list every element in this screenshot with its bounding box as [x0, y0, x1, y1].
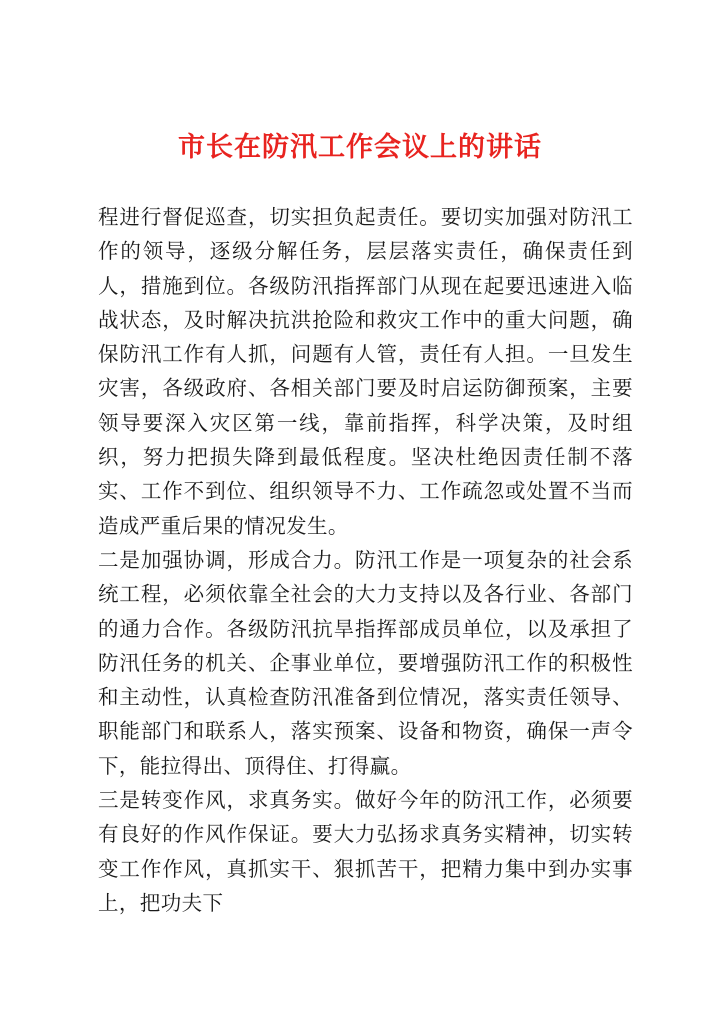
paragraph-responsibility: 程进行督促巡查，切实担负起责任。要切实加强对防汛工作的领导，逐级分解任务，层层落实责任，确保责任到人，措施到位。各级防汛指挥部门从现在起要迅速进入临战状态，及时解决抗洪抢险和救灾工作中的重大问题，确保防汛工作有人抓，问题有人管，责任有人担。一旦发生灾害，各级政府、各相关部门要及时启运防御预案，主要领导要深入灾区第一线，靠前指挥，科学决策，及时组织，努力把损失降到最低程度。坚决杜绝因责任制不落实、工作不到位、组织领导不力、工作疏忽或处置不当而造成严重后果的情况发生。: [98, 205, 633, 538]
paragraph-coordination: 二是加强协调，形成合力。防汛工作是一项复杂的社会系统工程，必须依靠全社会的大力支持以及各行业、各部门的通力合作。各级防汛抗旱指挥部成员单位，以及承担了防汛任务的机关、企事业单位，要增强防汛工作的积极性和主动性，认真检查防汛准备到位情况，落实责任领导、职能部门和联系人，落实预案、设备和物资，确保一声令下，能拉得出、顶得住、打得赢。: [98, 547, 633, 778]
document-body: [98, 200, 633, 920]
document-title: 市长在防汛工作会议上的讲话: [178, 132, 542, 163]
paragraph-work-style: 三是转变作风，求真务实。做好今年的防汛工作，必须要有良好的作风作保证。要大力弘扬求真务实精神，切实转变工作作风，真抓实干、狠抓苦干，把精力集中到办实事上，把功夫下: [98, 788, 633, 915]
